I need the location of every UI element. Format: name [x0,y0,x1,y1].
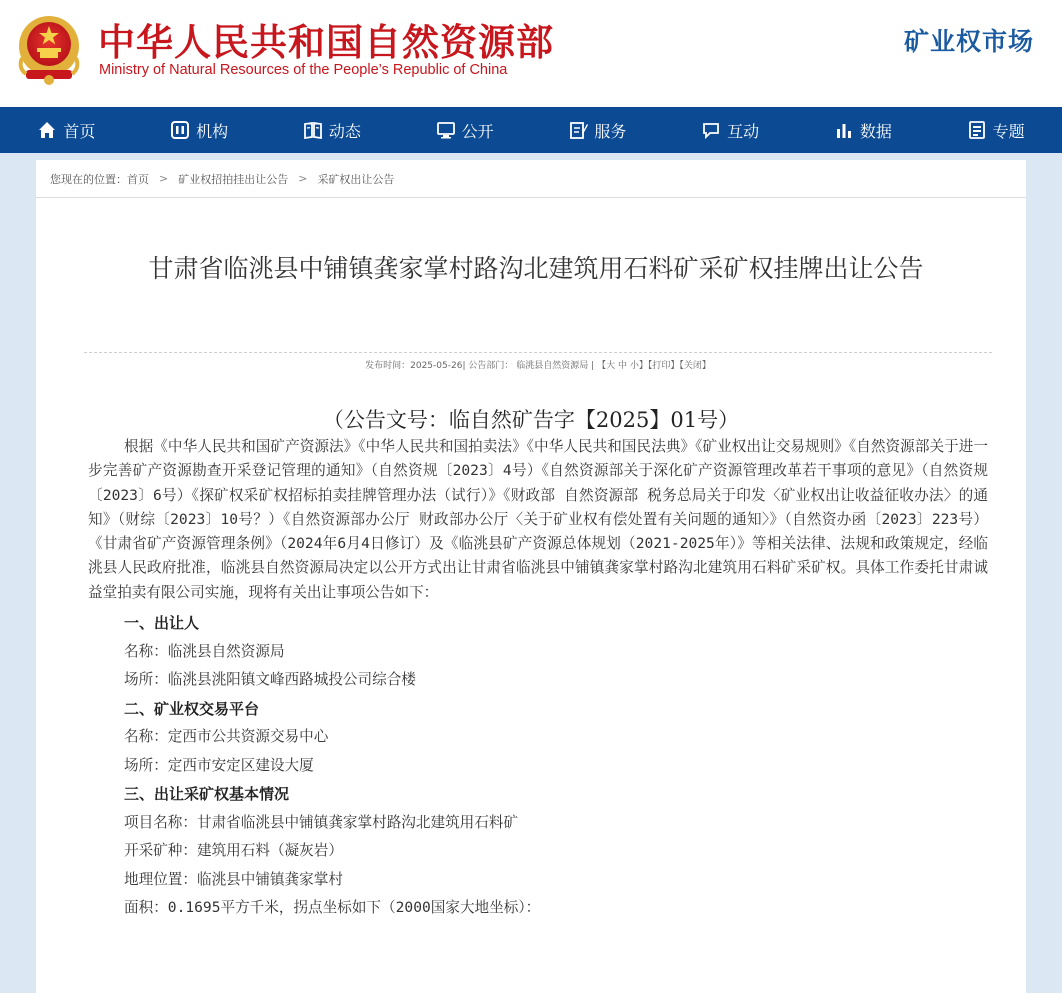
nav-label: 首页 [63,121,96,141]
national-emblem-icon [12,10,86,88]
site-header [0,0,1062,107]
nav-item-org[interactable] [170,119,228,142]
section-line: 名称：临洮县自然资源局 [124,642,285,660]
section-heading: 三、出让采矿权基本情况 [124,785,290,804]
main-nav [0,107,1062,153]
channel-title[interactable]: 矿业权市场 [903,27,1034,56]
font-large-button[interactable]: 【大 [597,361,616,371]
breadcrumb-link-category[interactable]: 矿业权招拍挂出让公告 [178,172,289,186]
nav-item-topic[interactable] [967,119,1025,142]
section-line: 项目名称：甘肃省临洮县中铺镇龚家掌村路沟北建筑用石料矿 [124,813,519,831]
site-subtitle: Ministry of Natural Resources of the People’s Republic of China [99,62,508,78]
article-body [88,435,988,923]
nav-label: 公开 [461,121,494,141]
section-heading: 二、矿业权交易平台 [124,699,260,718]
section-line: 开采矿种：建筑用石料（凝灰岩） [124,842,343,860]
nav-label: 服务 [594,121,627,141]
site-title: 中华人民共和国自然资源部 [98,20,554,64]
breadcrumb-prefix: 您现在的位置： [50,172,127,186]
dept-label: 公告部门： [468,361,514,371]
meta-divider: | [591,361,595,371]
nav-item-data[interactable] [834,119,892,142]
nav-label: 专题 [992,121,1025,141]
section-heading: 一、出让人 [124,614,200,633]
breadcrumb-separator: > [298,172,308,185]
close-button[interactable]: 【关闭】 [679,361,711,371]
section-line: 名称：定西市公共资源交易中心 [124,728,329,746]
meta-divider: | [462,361,466,371]
section-line: 场所：定西市安定区建设大厦 [124,756,314,774]
section-line: 面积：0.1695平方千米，拐点坐标如下（2000国家大地坐标）： [124,899,541,917]
edit-icon [568,120,588,140]
bar-chart-icon [834,120,854,140]
nav-item-home[interactable] [37,119,95,142]
dept-name: 临洮县自然资源局 [516,361,589,371]
breadcrumb-link-home[interactable]: 首页 [127,172,149,186]
nav-item-news[interactable] [303,119,361,142]
publish-date: 2025-05-26 [410,361,463,371]
document-icon [967,120,987,140]
breadcrumb-separator: > [159,172,169,185]
article-container [36,160,1026,993]
nav-item-interact[interactable] [701,119,759,142]
font-medium-button[interactable]: 中 [617,361,627,371]
nav-label: 互动 [727,121,760,141]
section-line: 场所：临洮县洮阳镇文峰西路城投公司综合楼 [124,671,416,689]
section-list [88,609,988,923]
section-line: 地理位置：临洮县中铺镇龚家掌村 [124,870,343,888]
home-icon [37,120,57,140]
monitor-icon [436,120,456,140]
font-small-button[interactable]: 小】 [629,361,648,371]
book-icon [303,120,323,140]
article-meta [84,352,992,371]
nav-label: 机构 [196,121,229,141]
nav-item-public[interactable] [436,119,494,142]
breadcrumb-link-subcategory[interactable]: 采矿权出让公告 [317,172,395,186]
publish-label: 发布时间： [365,361,411,371]
breadcrumb [36,160,1026,198]
article-title: 甘肃省临洮县中铺镇龚家掌村路沟北建筑用石料矿采矿权挂牌出让公告 [148,254,924,283]
chat-icon [701,120,721,140]
nav-label: 数据 [859,121,892,141]
nav-label: 动态 [328,121,361,141]
print-button[interactable]: 【打印】 [647,361,680,371]
document-number: （公告文号：临自然矿告字【2025】01号） [322,408,740,432]
org-icon [170,120,190,140]
intro-paragraph: 根据《中华人民共和国矿产资源法》《中华人民共和国拍卖法》《中华人民共和国民法典》《矿业权出让交易规则》《自然资源部关于进一步完善矿产资源勘查开采登记管理的通知》（自然资规〔2023〕4号）《自然资源部关于深化矿产资源管理改革若干事项的意见》（自然资规〔2023〕6号）《探矿权采矿权招标拍卖挂牌管理办法（试行）》《财政部 自然资源部 税务总局关于印发〈矿业权出让收益征收办法〉的通知》（财综〔2023〕10号？）《自然资源部办公厅 财政部办公厅〈关于矿业权有偿处置有关问题的通知〉》（自然资办函〔2023〕223号）《甘肃省矿产资源管理条例》（2024年6月4日修订）及《临洮县矿产资源总体规划（2021-2025年）》等相关法律、法规和政策规定，经临洮县人民政府批准，临洮县自然资源局决定以公开方式出让甘肃省临洮县中铺镇龚家掌村路沟北建筑用石料矿采矿权。具体工作委托甘肃诚益堂拍卖有限公司实施，现将有关出让事项公告如下： [88,438,988,601]
nav-item-service[interactable] [568,119,626,142]
